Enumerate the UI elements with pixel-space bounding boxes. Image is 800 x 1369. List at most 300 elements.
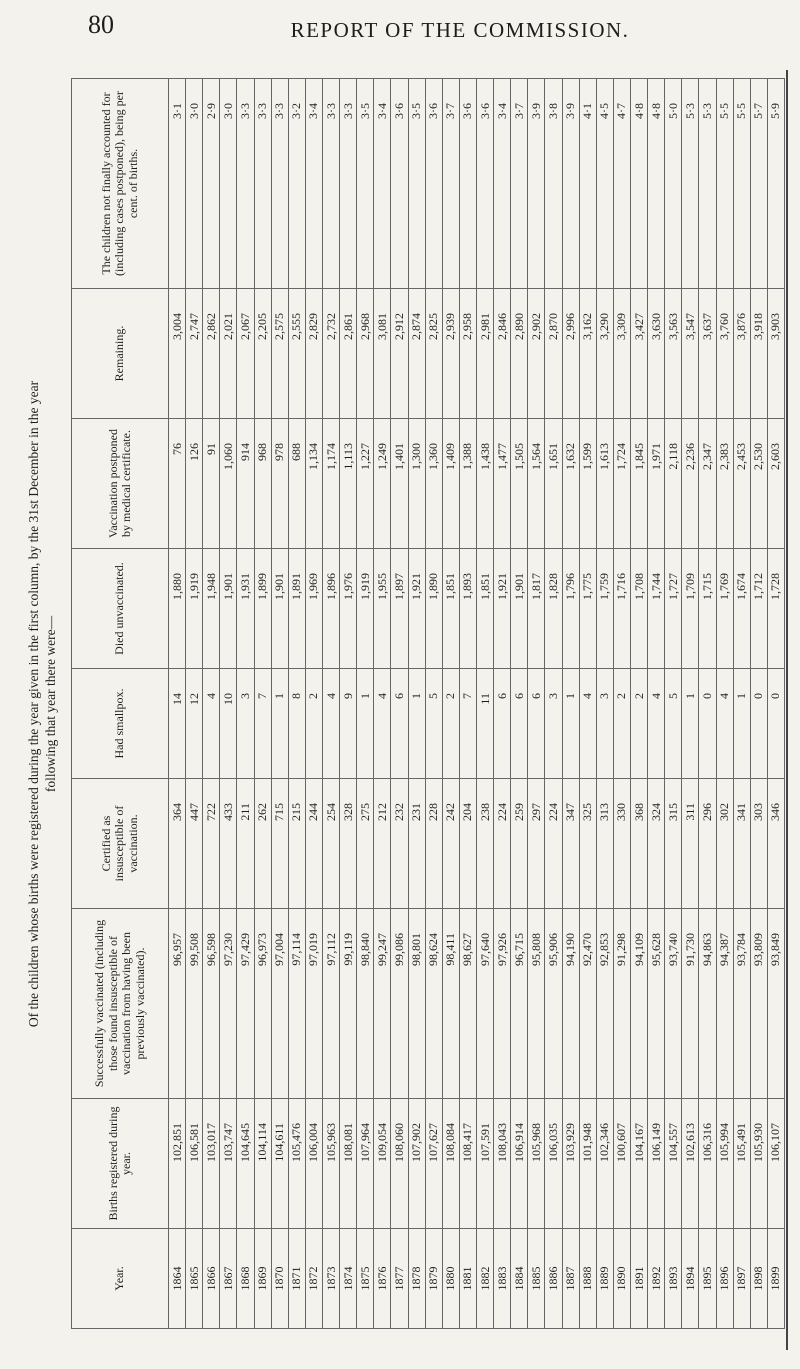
table-row <box>374 79 391 1329</box>
cell-postponed: 2,383 <box>716 419 733 549</box>
cell-smallpox: 7 <box>254 669 271 779</box>
cell-births: 101,948 <box>579 1099 596 1229</box>
cell-year: 1896 <box>716 1229 733 1329</box>
cell-births: 103,747 <box>220 1099 237 1229</box>
column-header-insusceptible: Certified as insusceptible of vaccination. <box>72 779 169 909</box>
cell-remaining: 3,918 <box>750 289 767 419</box>
cell-smallpox: 5 <box>665 669 682 779</box>
cell-smallpox: 7 <box>459 669 476 779</box>
cell-vaccinated: 95,628 <box>648 909 665 1099</box>
column-header-smallpox: Had smallpox. <box>72 669 169 779</box>
table-row <box>476 79 493 1329</box>
cell-died-unvaccinated: 1,976 <box>340 549 357 669</box>
cell-vaccinated: 98,411 <box>442 909 459 1099</box>
cell-smallpox: 2 <box>305 669 322 779</box>
table-row <box>545 79 562 1329</box>
cell-percent-unaccounted: 2·9 <box>203 79 220 289</box>
cell-percent-unaccounted: 3·8 <box>545 79 562 289</box>
right-rule <box>786 70 788 1350</box>
cell-vaccinated: 99,508 <box>186 909 203 1099</box>
cell-remaining: 2,732 <box>322 289 339 419</box>
cell-percent-unaccounted: 5·9 <box>767 79 784 289</box>
cell-postponed: 2,530 <box>750 419 767 549</box>
cell-postponed: 2,453 <box>733 419 750 549</box>
cell-smallpox: 4 <box>716 669 733 779</box>
cell-births: 102,346 <box>596 1099 613 1229</box>
cell-percent-unaccounted: 3·6 <box>391 79 408 289</box>
cell-smallpox: 0 <box>750 669 767 779</box>
cell-insusceptible: 328 <box>340 779 357 909</box>
cell-vaccinated: 96,957 <box>169 909 186 1099</box>
cell-percent-unaccounted: 5·3 <box>699 79 716 289</box>
cell-insusceptible: 211 <box>237 779 254 909</box>
cell-died-unvaccinated: 1,880 <box>169 549 186 669</box>
cell-vaccinated: 94,863 <box>699 909 716 1099</box>
cell-vaccinated: 97,112 <box>322 909 339 1099</box>
table-row <box>391 79 408 1329</box>
cell-percent-unaccounted: 3·3 <box>254 79 271 289</box>
cell-remaining: 2,902 <box>528 289 545 419</box>
cell-insusceptible: 325 <box>579 779 596 909</box>
cell-vaccinated: 94,190 <box>562 909 579 1099</box>
cell-remaining: 2,747 <box>186 289 203 419</box>
cell-insusceptible: 215 <box>288 779 305 909</box>
cell-insusceptible: 212 <box>374 779 391 909</box>
cell-postponed: 1,388 <box>459 419 476 549</box>
cell-postponed: 1,227 <box>357 419 374 549</box>
cell-died-unvaccinated: 1,716 <box>613 549 630 669</box>
table-caption <box>25 79 67 1329</box>
cell-died-unvaccinated: 1,727 <box>665 549 682 669</box>
cell-smallpox: 4 <box>579 669 596 779</box>
cell-births: 106,581 <box>186 1099 203 1229</box>
cell-year: 1876 <box>374 1229 391 1329</box>
cell-vaccinated: 96,715 <box>511 909 528 1099</box>
cell-percent-unaccounted: 4·1 <box>579 79 596 289</box>
cell-died-unvaccinated: 1,897 <box>391 549 408 669</box>
cell-insusceptible: 224 <box>545 779 562 909</box>
table-row <box>203 79 220 1329</box>
table-row <box>220 79 237 1329</box>
cell-percent-unaccounted: 3·6 <box>476 79 493 289</box>
cell-percent-unaccounted: 5·5 <box>733 79 750 289</box>
cell-remaining: 3,081 <box>374 289 391 419</box>
cell-postponed: 1,724 <box>613 419 630 549</box>
cell-died-unvaccinated: 1,901 <box>511 549 528 669</box>
cell-smallpox: 3 <box>237 669 254 779</box>
cell-remaining: 2,067 <box>237 289 254 419</box>
table-row <box>237 79 254 1329</box>
cell-postponed: 1,409 <box>442 419 459 549</box>
cell-insusceptible: 433 <box>220 779 237 909</box>
cell-insusceptible: 259 <box>511 779 528 909</box>
cell-postponed: 1,613 <box>596 419 613 549</box>
table-row <box>254 79 271 1329</box>
cell-smallpox: 2 <box>613 669 630 779</box>
cell-remaining: 2,829 <box>305 289 322 419</box>
cell-year: 1864 <box>169 1229 186 1329</box>
cell-year: 1865 <box>186 1229 203 1329</box>
cell-died-unvaccinated: 1,828 <box>545 549 562 669</box>
cell-died-unvaccinated: 1,948 <box>203 549 220 669</box>
cell-births: 105,963 <box>322 1099 339 1229</box>
cell-remaining: 2,874 <box>408 289 425 419</box>
cell-insusceptible: 330 <box>613 779 630 909</box>
cell-percent-unaccounted: 3·0 <box>220 79 237 289</box>
cell-percent-unaccounted: 3·1 <box>169 79 186 289</box>
cell-year: 1899 <box>767 1229 784 1329</box>
cell-births: 105,968 <box>528 1099 545 1229</box>
cell-year: 1892 <box>648 1229 665 1329</box>
cell-died-unvaccinated: 1,899 <box>254 549 271 669</box>
cell-postponed: 2,347 <box>699 419 716 549</box>
cell-postponed: 76 <box>169 419 186 549</box>
cell-percent-unaccounted: 5·5 <box>716 79 733 289</box>
cell-insusceptible: 324 <box>648 779 665 909</box>
cell-year: 1867 <box>220 1229 237 1329</box>
cell-vaccinated: 92,853 <box>596 909 613 1099</box>
cell-smallpox: 10 <box>220 669 237 779</box>
cell-smallpox: 1 <box>733 669 750 779</box>
table-row <box>271 79 288 1329</box>
cell-births: 106,149 <box>648 1099 665 1229</box>
cell-percent-unaccounted: 3·3 <box>322 79 339 289</box>
running-head: REPORT OF THE COMMISSION. <box>290 18 630 42</box>
cell-year: 1866 <box>203 1229 220 1329</box>
cell-births: 108,084 <box>442 1099 459 1229</box>
cell-remaining: 2,912 <box>391 289 408 419</box>
column-header-percent-unaccounted: The children not finally accounted for (including cases postponed), being per cent. of births. <box>72 79 169 289</box>
cell-remaining: 3,630 <box>648 289 665 419</box>
cell-year: 1897 <box>733 1229 750 1329</box>
cell-smallpox: 4 <box>648 669 665 779</box>
cell-percent-unaccounted: 3·7 <box>511 79 528 289</box>
cell-remaining: 2,968 <box>357 289 374 419</box>
table-row <box>733 79 750 1329</box>
cell-births: 104,557 <box>665 1099 682 1229</box>
cell-postponed: 1,401 <box>391 419 408 549</box>
cell-vaccinated: 98,624 <box>425 909 442 1099</box>
cell-year: 1870 <box>271 1229 288 1329</box>
cell-percent-unaccounted: 4·8 <box>630 79 647 289</box>
cell-vaccinated: 96,598 <box>203 909 220 1099</box>
cell-vaccinated: 99,119 <box>340 909 357 1099</box>
cell-percent-unaccounted: 3·6 <box>459 79 476 289</box>
cell-postponed: 1,300 <box>408 419 425 549</box>
cell-remaining: 3,427 <box>630 289 647 419</box>
cell-postponed: 978 <box>271 419 288 549</box>
cell-remaining: 3,309 <box>613 289 630 419</box>
cell-vaccinated: 92,470 <box>579 909 596 1099</box>
cell-vaccinated: 99,247 <box>374 909 391 1099</box>
cell-smallpox: 2 <box>442 669 459 779</box>
cell-year: 1884 <box>511 1229 528 1329</box>
cell-vaccinated: 95,808 <box>528 909 545 1099</box>
cell-year: 1895 <box>699 1229 716 1329</box>
cell-vaccinated: 97,640 <box>476 909 493 1099</box>
cell-insusceptible: 364 <box>169 779 186 909</box>
cell-vaccinated: 91,730 <box>682 909 699 1099</box>
cell-died-unvaccinated: 1,921 <box>408 549 425 669</box>
cell-percent-unaccounted: 5·3 <box>682 79 699 289</box>
cell-year: 1872 <box>305 1229 322 1329</box>
cell-year: 1878 <box>408 1229 425 1329</box>
cell-smallpox: 8 <box>288 669 305 779</box>
cell-insusceptible: 254 <box>322 779 339 909</box>
cell-percent-unaccounted: 3·9 <box>528 79 545 289</box>
cell-remaining: 2,555 <box>288 289 305 419</box>
cell-remaining: 2,981 <box>476 289 493 419</box>
table-row <box>442 79 459 1329</box>
cell-births: 105,994 <box>716 1099 733 1229</box>
cell-smallpox: 1 <box>271 669 288 779</box>
cell-births: 108,417 <box>459 1099 476 1229</box>
cell-insusceptible: 347 <box>562 779 579 909</box>
cell-vaccinated: 97,926 <box>494 909 511 1099</box>
cell-births: 105,491 <box>733 1099 750 1229</box>
cell-percent-unaccounted: 3·9 <box>562 79 579 289</box>
cell-died-unvaccinated: 1,759 <box>596 549 613 669</box>
cell-smallpox: 12 <box>186 669 203 779</box>
cell-births: 103,017 <box>203 1099 220 1229</box>
cell-died-unvaccinated: 1,901 <box>271 549 288 669</box>
cell-died-unvaccinated: 1,796 <box>562 549 579 669</box>
column-header-year: Year. <box>72 1229 169 1329</box>
cell-births: 106,316 <box>699 1099 716 1229</box>
cell-insusceptible: 242 <box>442 779 459 909</box>
cell-year: 1877 <box>391 1229 408 1329</box>
cell-remaining: 2,870 <box>545 289 562 419</box>
cell-vaccinated: 93,784 <box>733 909 750 1099</box>
cell-births: 107,902 <box>408 1099 425 1229</box>
cell-smallpox: 4 <box>374 669 391 779</box>
cell-births: 102,851 <box>169 1099 186 1229</box>
table-row <box>494 79 511 1329</box>
cell-died-unvaccinated: 1,674 <box>733 549 750 669</box>
cell-postponed: 968 <box>254 419 271 549</box>
table-row <box>648 79 665 1329</box>
table-row <box>322 79 339 1329</box>
cell-remaining: 2,825 <box>425 289 442 419</box>
cell-vaccinated: 98,801 <box>408 909 425 1099</box>
cell-insusceptible: 228 <box>425 779 442 909</box>
cell-died-unvaccinated: 1,919 <box>357 549 374 669</box>
cell-births: 107,591 <box>476 1099 493 1229</box>
cell-postponed: 1,134 <box>305 419 322 549</box>
column-header-births: Births registered during year. <box>72 1099 169 1229</box>
cell-died-unvaccinated: 1,817 <box>528 549 545 669</box>
table-row <box>459 79 476 1329</box>
cell-postponed: 1,060 <box>220 419 237 549</box>
cell-insusceptible: 297 <box>528 779 545 909</box>
cell-smallpox: 1 <box>357 669 374 779</box>
cell-vaccinated: 93,849 <box>767 909 784 1099</box>
cell-births: 106,035 <box>545 1099 562 1229</box>
cell-insusceptible: 341 <box>733 779 750 909</box>
cell-percent-unaccounted: 3·3 <box>340 79 357 289</box>
table-row <box>767 79 784 1329</box>
cell-insusceptible: 447 <box>186 779 203 909</box>
cell-smallpox: 2 <box>630 669 647 779</box>
cell-births: 104,611 <box>271 1099 288 1229</box>
column-header-vaccinated: Successfully vaccinated (including those found insusceptible of vaccination from having been previously vaccinated). <box>72 909 169 1099</box>
cell-smallpox: 14 <box>169 669 186 779</box>
cell-percent-unaccounted: 3·4 <box>305 79 322 289</box>
cell-died-unvaccinated: 1,709 <box>682 549 699 669</box>
cell-births: 104,167 <box>630 1099 647 1229</box>
cell-remaining: 2,890 <box>511 289 528 419</box>
cell-percent-unaccounted: 3·3 <box>237 79 254 289</box>
cell-smallpox: 6 <box>391 669 408 779</box>
table-row <box>528 79 545 1329</box>
cell-insusceptible: 224 <box>494 779 511 909</box>
cell-percent-unaccounted: 4·8 <box>648 79 665 289</box>
cell-insusceptible: 368 <box>630 779 647 909</box>
cell-year: 1891 <box>630 1229 647 1329</box>
cell-insusceptible: 302 <box>716 779 733 909</box>
cell-remaining: 3,290 <box>596 289 613 419</box>
cell-postponed: 1,477 <box>494 419 511 549</box>
cell-died-unvaccinated: 1,775 <box>579 549 596 669</box>
cell-died-unvaccinated: 1,715 <box>699 549 716 669</box>
cell-year: 1869 <box>254 1229 271 1329</box>
cell-smallpox: 6 <box>511 669 528 779</box>
cell-insusceptible: 262 <box>254 779 271 909</box>
cell-smallpox: 11 <box>476 669 493 779</box>
cell-births: 104,114 <box>254 1099 271 1229</box>
cell-births: 109,054 <box>374 1099 391 1229</box>
cell-year: 1881 <box>459 1229 476 1329</box>
cell-percent-unaccounted: 3·5 <box>357 79 374 289</box>
cell-remaining: 2,861 <box>340 289 357 419</box>
caption-line-2: following that year there were— <box>43 615 58 793</box>
table-row <box>357 79 374 1329</box>
table-row <box>613 79 630 1329</box>
cell-insusceptible: 346 <box>767 779 784 909</box>
caption-line-1: Of the children whose births were registered during the year given in the first column, by the 31st December in the year <box>26 380 41 1028</box>
cell-year: 1890 <box>613 1229 630 1329</box>
cell-vaccinated: 97,114 <box>288 909 305 1099</box>
cell-postponed: 1,651 <box>545 419 562 549</box>
cell-died-unvaccinated: 1,896 <box>322 549 339 669</box>
cell-postponed: 1,564 <box>528 419 545 549</box>
cell-births: 106,914 <box>511 1099 528 1229</box>
cell-year: 1894 <box>682 1229 699 1329</box>
table-body <box>72 79 785 1329</box>
cell-remaining: 2,996 <box>562 289 579 419</box>
cell-postponed: 1,113 <box>340 419 357 549</box>
table-row <box>579 79 596 1329</box>
cell-vaccinated: 93,740 <box>665 909 682 1099</box>
statistics-table <box>71 78 785 1329</box>
cell-year: 1889 <box>596 1229 613 1329</box>
cell-smallpox: 3 <box>596 669 613 779</box>
table-row <box>288 79 305 1329</box>
table-row <box>340 79 357 1329</box>
cell-smallpox: 0 <box>699 669 716 779</box>
cell-insusceptible: 204 <box>459 779 476 909</box>
cell-year: 1888 <box>579 1229 596 1329</box>
cell-postponed: 1,632 <box>562 419 579 549</box>
cell-remaining: 2,846 <box>494 289 511 419</box>
cell-smallpox: 1 <box>682 669 699 779</box>
cell-percent-unaccounted: 4·7 <box>613 79 630 289</box>
cell-insusceptible: 722 <box>203 779 220 909</box>
cell-smallpox: 9 <box>340 669 357 779</box>
cell-vaccinated: 94,109 <box>630 909 647 1099</box>
table-row <box>682 79 699 1329</box>
cell-remaining: 3,637 <box>699 289 716 419</box>
cell-vaccinated: 98,627 <box>459 909 476 1099</box>
cell-insusceptible: 232 <box>391 779 408 909</box>
table-row <box>562 79 579 1329</box>
cell-year: 1885 <box>528 1229 545 1329</box>
cell-year: 1874 <box>340 1229 357 1329</box>
header-row <box>72 79 169 1329</box>
cell-births: 105,476 <box>288 1099 305 1229</box>
cell-year: 1882 <box>476 1229 493 1329</box>
cell-smallpox: 4 <box>322 669 339 779</box>
cell-smallpox: 5 <box>425 669 442 779</box>
cell-remaining: 3,760 <box>716 289 733 419</box>
cell-smallpox: 0 <box>767 669 784 779</box>
cell-remaining: 3,547 <box>682 289 699 419</box>
cell-postponed: 688 <box>288 419 305 549</box>
cell-vaccinated: 98,840 <box>357 909 374 1099</box>
cell-died-unvaccinated: 1,769 <box>716 549 733 669</box>
cell-remaining: 3,162 <box>579 289 596 419</box>
cell-died-unvaccinated: 1,891 <box>288 549 305 669</box>
cell-vaccinated: 91,298 <box>613 909 630 1099</box>
cell-vaccinated: 95,906 <box>545 909 562 1099</box>
cell-insusceptible: 715 <box>271 779 288 909</box>
cell-died-unvaccinated: 1,712 <box>750 549 767 669</box>
cell-insusceptible: 313 <box>596 779 613 909</box>
cell-vaccinated: 97,230 <box>220 909 237 1099</box>
cell-percent-unaccounted: 5·7 <box>750 79 767 289</box>
cell-year: 1887 <box>562 1229 579 1329</box>
cell-insusceptible: 303 <box>750 779 767 909</box>
cell-births: 108,043 <box>494 1099 511 1229</box>
cell-remaining: 2,958 <box>459 289 476 419</box>
cell-vaccinated: 97,429 <box>237 909 254 1099</box>
cell-vaccinated: 97,019 <box>305 909 322 1099</box>
cell-postponed: 914 <box>237 419 254 549</box>
cell-died-unvaccinated: 1,708 <box>630 549 647 669</box>
cell-year: 1893 <box>665 1229 682 1329</box>
table-row <box>186 79 203 1329</box>
cell-percent-unaccounted: 3·6 <box>425 79 442 289</box>
cell-percent-unaccounted: 3·0 <box>186 79 203 289</box>
cell-postponed: 91 <box>203 419 220 549</box>
cell-died-unvaccinated: 1,893 <box>459 549 476 669</box>
cell-year: 1873 <box>322 1229 339 1329</box>
cell-died-unvaccinated: 1,744 <box>648 549 665 669</box>
rotated-table-stage <box>25 79 785 1329</box>
cell-died-unvaccinated: 1,901 <box>220 549 237 669</box>
cell-smallpox: 1 <box>408 669 425 779</box>
cell-died-unvaccinated: 1,931 <box>237 549 254 669</box>
page-number: 80 <box>88 10 114 39</box>
cell-births: 106,107 <box>767 1099 784 1229</box>
cell-died-unvaccinated: 1,728 <box>767 549 784 669</box>
cell-percent-unaccounted: 3·2 <box>288 79 305 289</box>
cell-postponed: 1,360 <box>425 419 442 549</box>
cell-died-unvaccinated: 1,851 <box>442 549 459 669</box>
table-row <box>699 79 716 1329</box>
cell-postponed: 1,249 <box>374 419 391 549</box>
cell-percent-unaccounted: 3·7 <box>442 79 459 289</box>
